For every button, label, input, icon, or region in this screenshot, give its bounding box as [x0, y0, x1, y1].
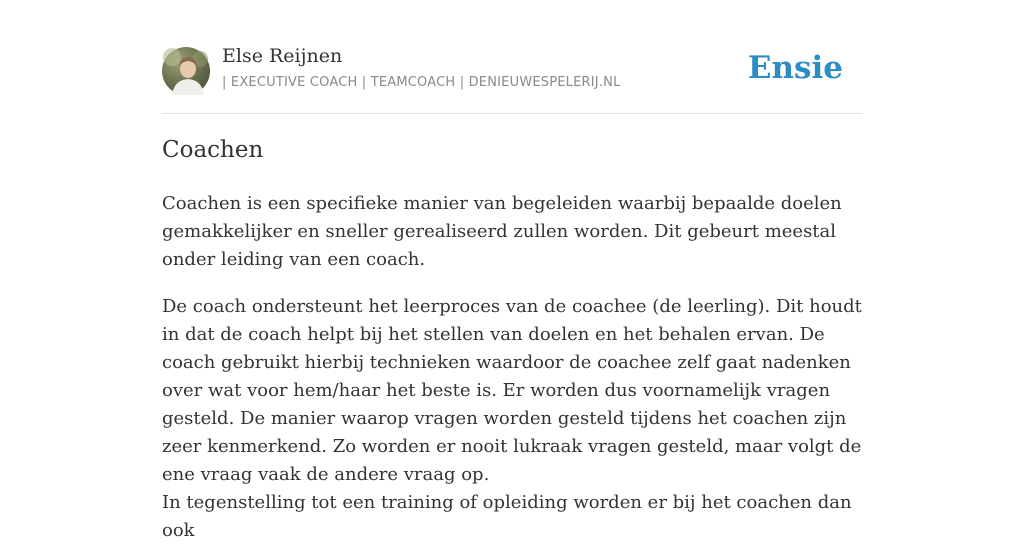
definition-card — [162, 0, 862, 541]
author-header — [162, 0, 862, 114]
avatar-photo-icon — [162, 47, 210, 95]
paragraph: In tegenstelling tot een training of opleiding worden er bij het coachen dan ook — [162, 492, 852, 541]
author-avatar[interactable] — [162, 47, 210, 95]
author-tagline: | EXECUTIVE COACH | TEAMCOACH | DENIEUWESPELERIJ.NL — [222, 75, 621, 90]
paragraph: De coach ondersteunt het leerproces van de coachee (de leerling). Dit houdt in dat de coach helpt bij het stellen van doelen en het behalen ervan. De coach gebruikt hierbij technieken waardoor de coachee zelf gaat nadenken over wat voor hem/haar het beste is. Er worden dus voornamelijk vragen gesteld. De manier waarop vragen worden gesteld tijdens het coachen zijn zeer kenmerkend. Zo worden er nooit lukraak vragen gesteld, maar volgt de ene vraag vaak de andere vraag op. — [162, 296, 862, 485]
article-body — [162, 190, 862, 545]
article-title: Coachen — [162, 137, 264, 163]
paragraph: Coachen is een specifieke manier van begeleiden waarbij bepaalde doelen gemakkelijker en sneller gerealiseerd zullen worden. Dit gebeurt meestal onder leiding van een coach. — [162, 193, 842, 270]
ensie-logo[interactable]: Ensie — [747, 50, 843, 86]
author-name[interactable]: Else Reijnen — [222, 45, 343, 67]
